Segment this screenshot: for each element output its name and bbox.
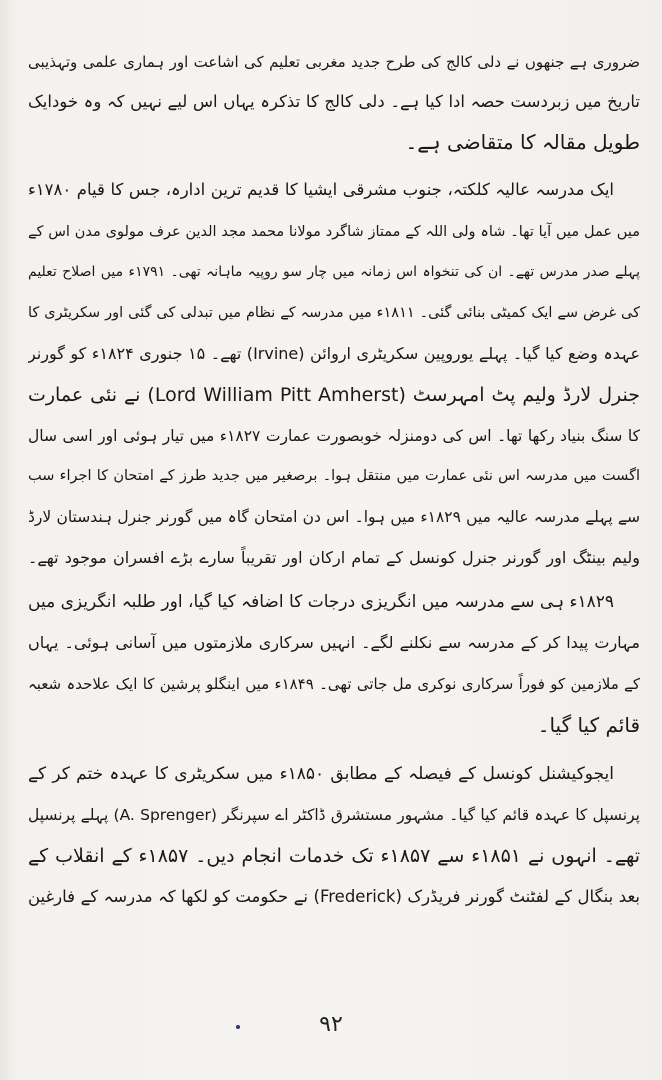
text-line: کا سنگ بنیاد رکھا تھا۔ اس کی دومنزلہ خوبصورت عمارت ۱۸۲۷ء میں تیار ہوئی اور اسی سال xyxy=(28,427,640,445)
text-line: ایک مدرسہ عالیہ کلکتہ، جنوب مشرقی ایشیا کا قدیم ترین ادارہ، جس کا قیام ۱۷۸۰ء xyxy=(28,180,614,199)
text-line: سے پہلے مدرسہ عالیہ میں ۱۸۲۹ء میں ہوا۔ اس دن امتحان گاہ میں گورنر جنرل ہندستان لارڈ xyxy=(28,508,640,526)
text-line: تھے۔ انہوں نے ۱۸۵۱ء سے ۱۸۵۷ء تک خدمات انجام دیں۔ ۱۸۵۷ء کے انقلاب کے xyxy=(28,845,640,867)
text-line: بعد بنگال کے لفٹنٹ گورنر فریڈرک (Frederick) نے حکومت کو لکھا کہ مدرسہ کے فارغین xyxy=(28,887,640,906)
text-line: ضروری ہے جنھوں نے دلی کالج کی طرح جدید مغربی تعلیم کی اشاعت اور ہماری علمی وتہذیبی xyxy=(28,53,640,71)
text-line: میں عمل میں آیا تھا۔ شاہ ولی اللہ کے ممتاز شاگرد مولانا محمد مجد الدین عرف مولوی مدن اس کے xyxy=(28,224,640,240)
text-line: مہارت پیدا کر کے مدرسہ سے نکلنے لگے۔ انہیں سرکاری ملازمتوں میں آسانی ہوئی۔ یہاں xyxy=(28,633,640,652)
text-line: ایجوکیشنل کونسل کے فیصلہ کے مطابق ۱۸۵۰ء میں سکریٹری کا عہدہ ختم کر کے xyxy=(28,764,614,784)
text-line: پرنسپل کا عہدہ قائم کیا گیا۔ مشہور مستشرق ڈاکٹر اے سپرنگر (A. Sprenger) پہلے پرنسپل xyxy=(28,806,640,824)
text-line: طویل مقالہ کا متقاضی ہے۔ xyxy=(405,130,640,154)
page-number: ۹۲ xyxy=(319,1012,343,1037)
text-line: اگست میں مدرسہ اس نئی عمارت میں منتقل ہوا۔ برصغیر میں جدید طرز کے امتحان کا اجراء سب xyxy=(28,468,640,484)
text-line: کے ملازمین کو فوراً سرکاری نوکری مل جاتی تھی۔ ۱۸۴۹ء میں اینگلو پرشین کا ایک علاحدہ شعبہ xyxy=(28,675,640,693)
text-line: ولیم بینٹگ اور گورنر جنرل کونسل کے تمام ارکان اور تقریباً سارے بڑے افسران موجود تھے۔ xyxy=(28,548,640,567)
text-line: جنرل لارڈ ولیم پٹ امہرسٹ (Lord William Pitt Amherst) نے نئی عمارت xyxy=(28,384,640,406)
text-line: پہلے صدر مدرس تھے۔ ان کی تنخواہ اس زمانہ میں چار سو روپیہ ماہانہ تھی۔ ۱۷۹۱ء میں اصلاح تعلیم xyxy=(28,264,640,280)
text-line: ۱۸۲۹ء ہی سے مدرسہ میں انگریزی درجات کا اضافہ کیا گیا، اور طلبہ انگریزی میں xyxy=(28,592,614,612)
text-line: قائم کیا گیا۔ xyxy=(537,713,640,737)
text-line: تاریخ میں زبردست حصہ ادا کیا ہے۔ دلی کالج کا تذکرہ یہاں اس لیے نہیں کہ وہ خودایک xyxy=(28,92,640,111)
text-line: کی غرض سے ایک کمیٹی بنائی گئی۔ ۱۸۱۱ء میں مدرسہ کے نظام میں تبدلی کی گئی اور سکریٹری کا xyxy=(28,305,640,321)
text-line: عہدہ وضع کیا گیا۔ پہلے یوروپین سکریٹری اروائن (Irvine) تھے۔ ۱۵ جنوری ۱۸۲۴ء کو گورنر xyxy=(28,344,640,363)
